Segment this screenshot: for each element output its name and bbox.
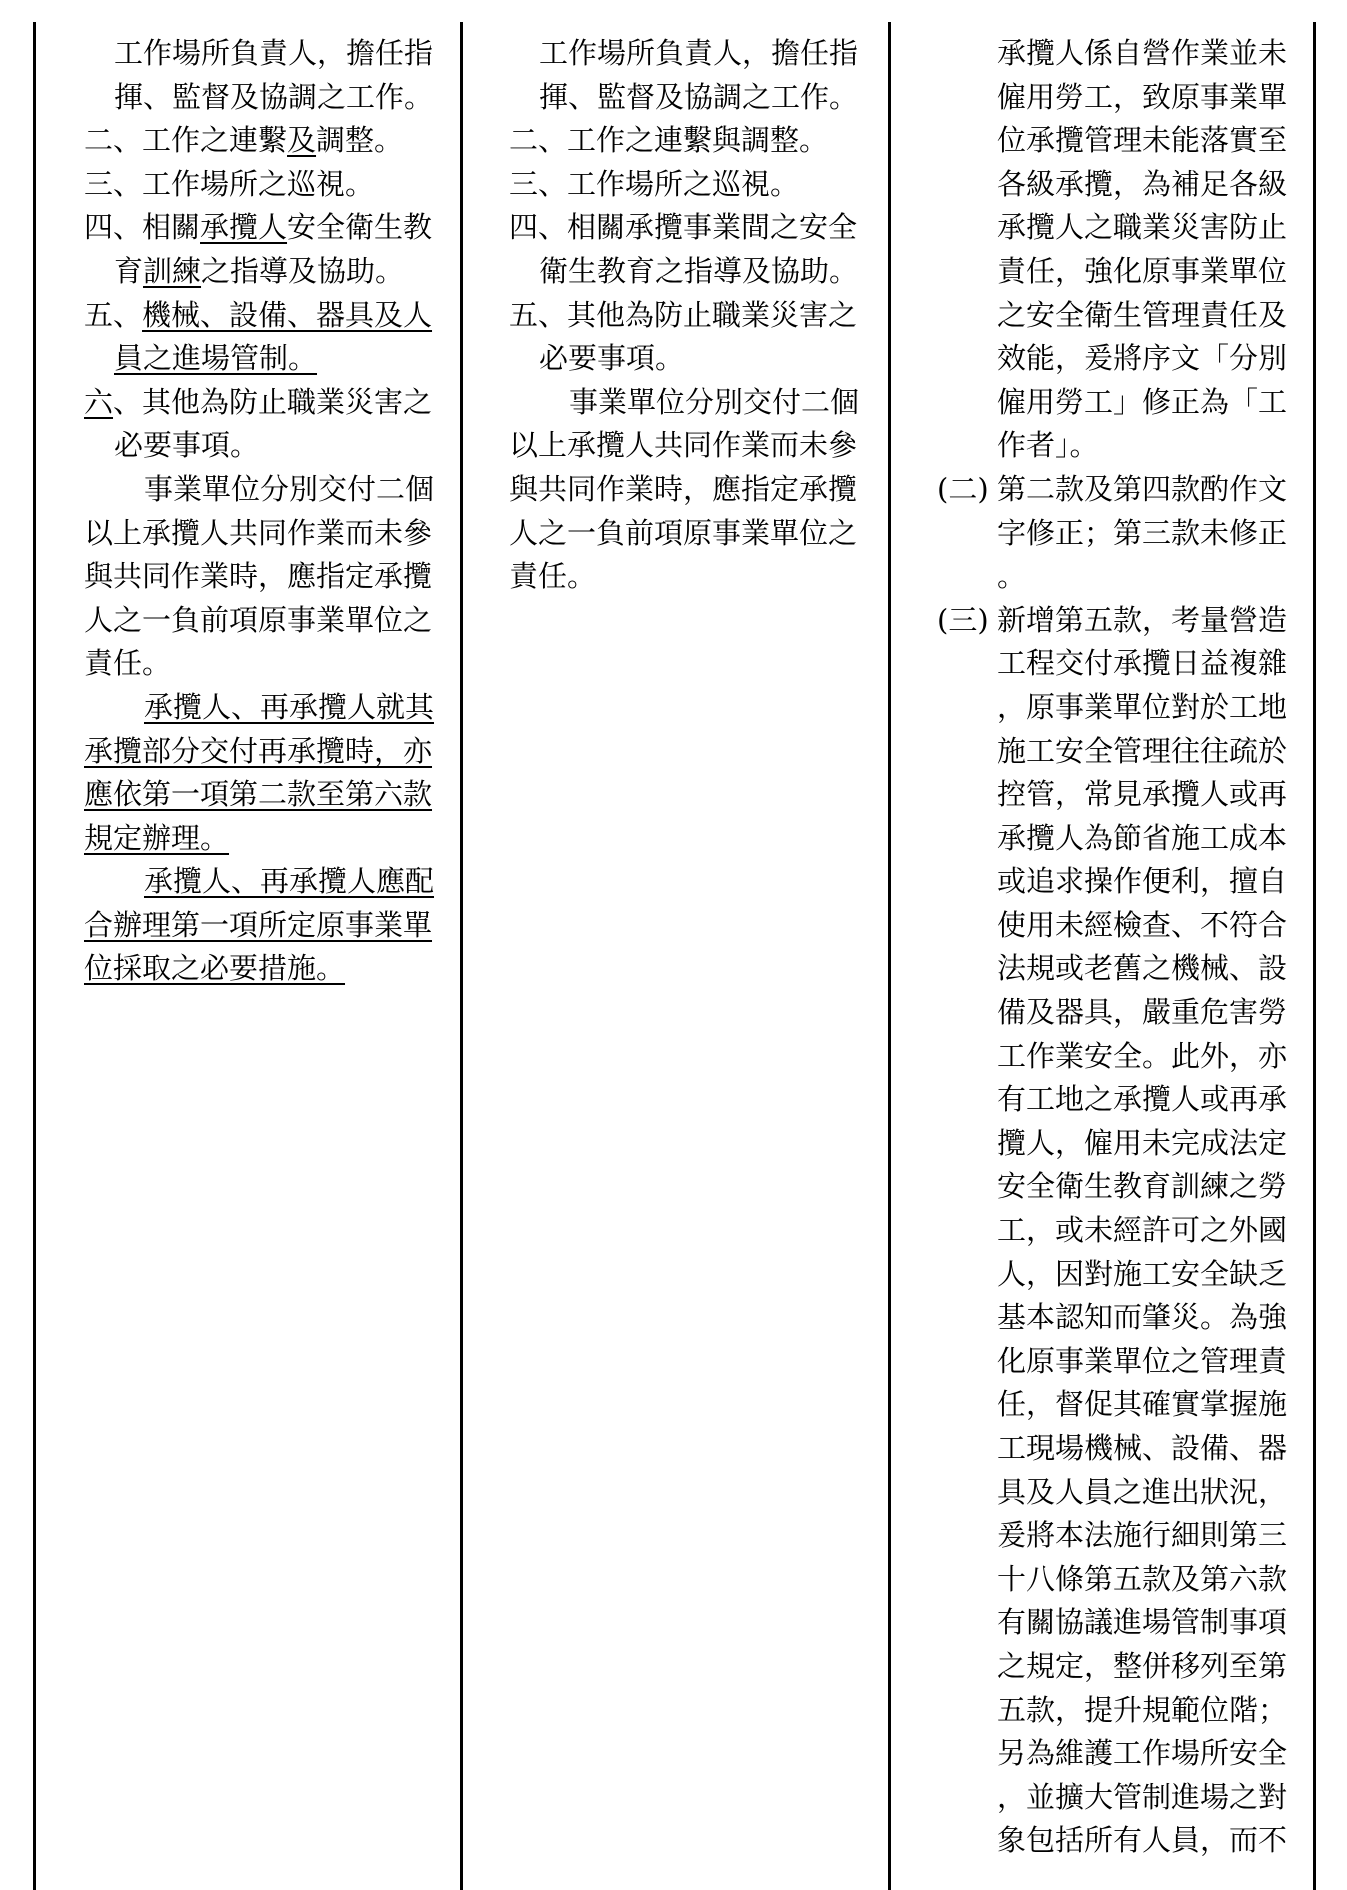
list-item-4: 四、相關承攬人安全衛生教 xyxy=(84,210,433,245)
list-item-6: 六、其他為防止職業災害之 xyxy=(84,384,433,419)
text-line: 承攬人之職業災害防止 xyxy=(997,210,1288,245)
list-item-3: 三、工作場所之巡視。 xyxy=(509,166,800,201)
text-line: 象包括所有人員，而不 xyxy=(997,1823,1288,1858)
amended-text-column xyxy=(84,32,454,991)
text-line: 有工地之承攬人或再承 xyxy=(997,1082,1288,1117)
text-line: 承攬人係自營作業並未 xyxy=(997,36,1288,70)
explanation-column xyxy=(937,32,1307,1863)
text-line: 化原事業單位之管理責 xyxy=(997,1343,1288,1378)
text-line: 僱用勞工，致原事業單 xyxy=(997,79,1288,114)
list-item-4: 四、相關承攬事業間之安全 xyxy=(509,210,858,245)
explanation-item-3 xyxy=(937,599,1307,1863)
paragraph-3-line: 應依第一項第二款至第六款 xyxy=(84,777,433,812)
text-line: 爰將本法施行細則第三 xyxy=(997,1518,1288,1553)
text-line: 工現場機械、設備、器 xyxy=(997,1431,1288,1465)
list-item-3: 三、工作場所之巡視。 xyxy=(84,166,375,201)
item-text xyxy=(997,468,1287,599)
text-line: 工，或未經許可之外國 xyxy=(997,1213,1288,1248)
paragraph-2-line: 與共同作業時，應指定承攬 xyxy=(84,559,433,594)
paragraph-2-line: 事業單位分別交付二個 xyxy=(144,471,435,506)
text-line: 具及人員之進出狀況， xyxy=(997,1474,1288,1509)
text-line: 或追求操作便利，擅自 xyxy=(997,864,1288,899)
amended-underline: 訓練 xyxy=(143,253,202,288)
list-item-5: 五、機械、設備、器具及人 xyxy=(84,297,433,332)
paragraph-2-line: 責任。 xyxy=(509,559,597,594)
paragraph-3-line: 承攬人、再承攬人就其 xyxy=(144,689,435,724)
explanation-item-1 xyxy=(937,32,1307,468)
paragraph-2-line: 以上承攬人共同作業而未參 xyxy=(84,515,433,550)
paragraph-2-line: 與共同作業時，應指定承攬 xyxy=(509,471,858,506)
text-line: 工程交付承攬日益複雜 xyxy=(997,646,1288,681)
text-line: 安全衛生教育訓練之勞 xyxy=(997,1169,1288,1204)
text-line: 施工安全管理往往疏於 xyxy=(997,733,1288,768)
list-item-5: 五、其他為防止職業災害之 xyxy=(509,297,858,332)
text-line: 揮、監督及協調之工作。 xyxy=(114,79,434,114)
table-border-col1-col2 xyxy=(460,22,463,1890)
text-line: 工作業安全。此外，亦 xyxy=(997,1038,1288,1073)
text-line: 僱用勞工」修正為「工 xyxy=(997,384,1288,419)
paragraph-4-line: 合辦理第一項所定原事業單 xyxy=(84,907,433,942)
table-border-right xyxy=(1313,22,1316,1890)
text-line: 新增第五款，考量營造 xyxy=(997,602,1288,637)
text-line: 使用未經檢查、不符合 xyxy=(997,907,1288,942)
text-line: 法規或老舊之機械、設 xyxy=(997,951,1288,986)
paragraph-3-line: 規定辦理。 xyxy=(84,820,230,855)
text-line: 作者」。 xyxy=(997,428,1099,463)
text-line: 。 xyxy=(997,559,1027,594)
paragraph-2-line: 事業單位分別交付二個 xyxy=(569,384,860,419)
text-line: 育訓練之指導及協助。 xyxy=(114,253,405,288)
explanation-item-2 xyxy=(937,468,1307,599)
text-line: 任，督促其確實掌握施 xyxy=(997,1387,1288,1422)
amended-underline: 員之進場管制。 xyxy=(114,341,318,376)
amended-underline: 承攬人 xyxy=(200,210,288,245)
paragraph-2-line: 人之一負前項原事業單位之 xyxy=(509,515,858,550)
table-border-left xyxy=(33,22,36,1890)
text-line: 攬人，僱用未完成法定 xyxy=(997,1125,1288,1160)
list-item-2: 二、工作之連繫與調整。 xyxy=(509,123,829,158)
amended-underline: 六 xyxy=(84,384,114,419)
text-line: 五款，提升規範位階； xyxy=(997,1692,1288,1727)
amended-underline: 及 xyxy=(287,123,317,158)
amended-underline: 機械、設備、器具及人 xyxy=(142,297,433,332)
paragraph-4-line: 位採取之必要措施。 xyxy=(84,951,346,986)
paragraph-2-line: 責任。 xyxy=(84,646,172,681)
text-line: 位承攬管理未能落實至 xyxy=(997,123,1288,158)
list-item-2: 二、工作之連繫及調整。 xyxy=(84,123,404,158)
text-line: 字修正；第三款未修正 xyxy=(997,515,1288,550)
text-line: 有關協議進場管制事項 xyxy=(997,1605,1288,1640)
paragraph-4-line: 承攬人、再承攬人應配 xyxy=(144,864,435,899)
text-line: 第二款及第四款酌作文 xyxy=(997,471,1288,506)
text-line: 人，因對施工安全缺乏 xyxy=(997,1256,1288,1291)
table-border-col2-col3 xyxy=(888,22,891,1890)
text-line: 之規定，整併移列至第 xyxy=(997,1648,1288,1683)
text-line: 責任，強化原事業單位 xyxy=(997,253,1288,288)
item-text xyxy=(997,599,1287,1863)
text-line: 工作場所負責人，擔任指 xyxy=(114,36,434,70)
paragraph-2-line: 以上承攬人共同作業而未參 xyxy=(509,428,858,463)
text-line: 衛生教育之指導及協助。 xyxy=(539,253,859,288)
paragraph-2-line: 人之一負前項原事業單位之 xyxy=(84,602,433,637)
text-line: 效能，爰將序文「分別 xyxy=(997,341,1288,376)
text-line: 承攬人為節省施工成本 xyxy=(997,820,1288,855)
text-line: 基本認知而肇災。為強 xyxy=(997,1300,1288,1335)
text-line: 備及器具，嚴重危害勞 xyxy=(997,995,1288,1030)
text-line: 揮、監督及協調之工作。 xyxy=(539,79,859,114)
text-line: 十八條第五款及第六款 xyxy=(997,1561,1288,1596)
text-line: ，並擴大管制進場之對 xyxy=(997,1779,1288,1814)
text-line: 各級承攬，為補足各級 xyxy=(997,166,1288,201)
current-text-column xyxy=(509,32,879,599)
item-label: (二) xyxy=(937,471,989,506)
text-line: ，原事業單位對於工地 xyxy=(997,689,1288,724)
text-line: 必要事項。 xyxy=(539,341,685,376)
text-line: 必要事項。 xyxy=(114,428,260,463)
text-line: 另為維護工作場所安全 xyxy=(997,1736,1288,1771)
text-line: 之安全衛生管理責任及 xyxy=(997,297,1288,332)
item-label: (三) xyxy=(937,602,989,637)
text-line xyxy=(84,337,454,381)
paragraph-3-line: 承攬部分交付再承攬時，亦 xyxy=(84,733,433,768)
text-line: 工作場所負責人，擔任指 xyxy=(539,36,859,70)
text-line: 控管，常見承攬人或再 xyxy=(997,777,1288,812)
